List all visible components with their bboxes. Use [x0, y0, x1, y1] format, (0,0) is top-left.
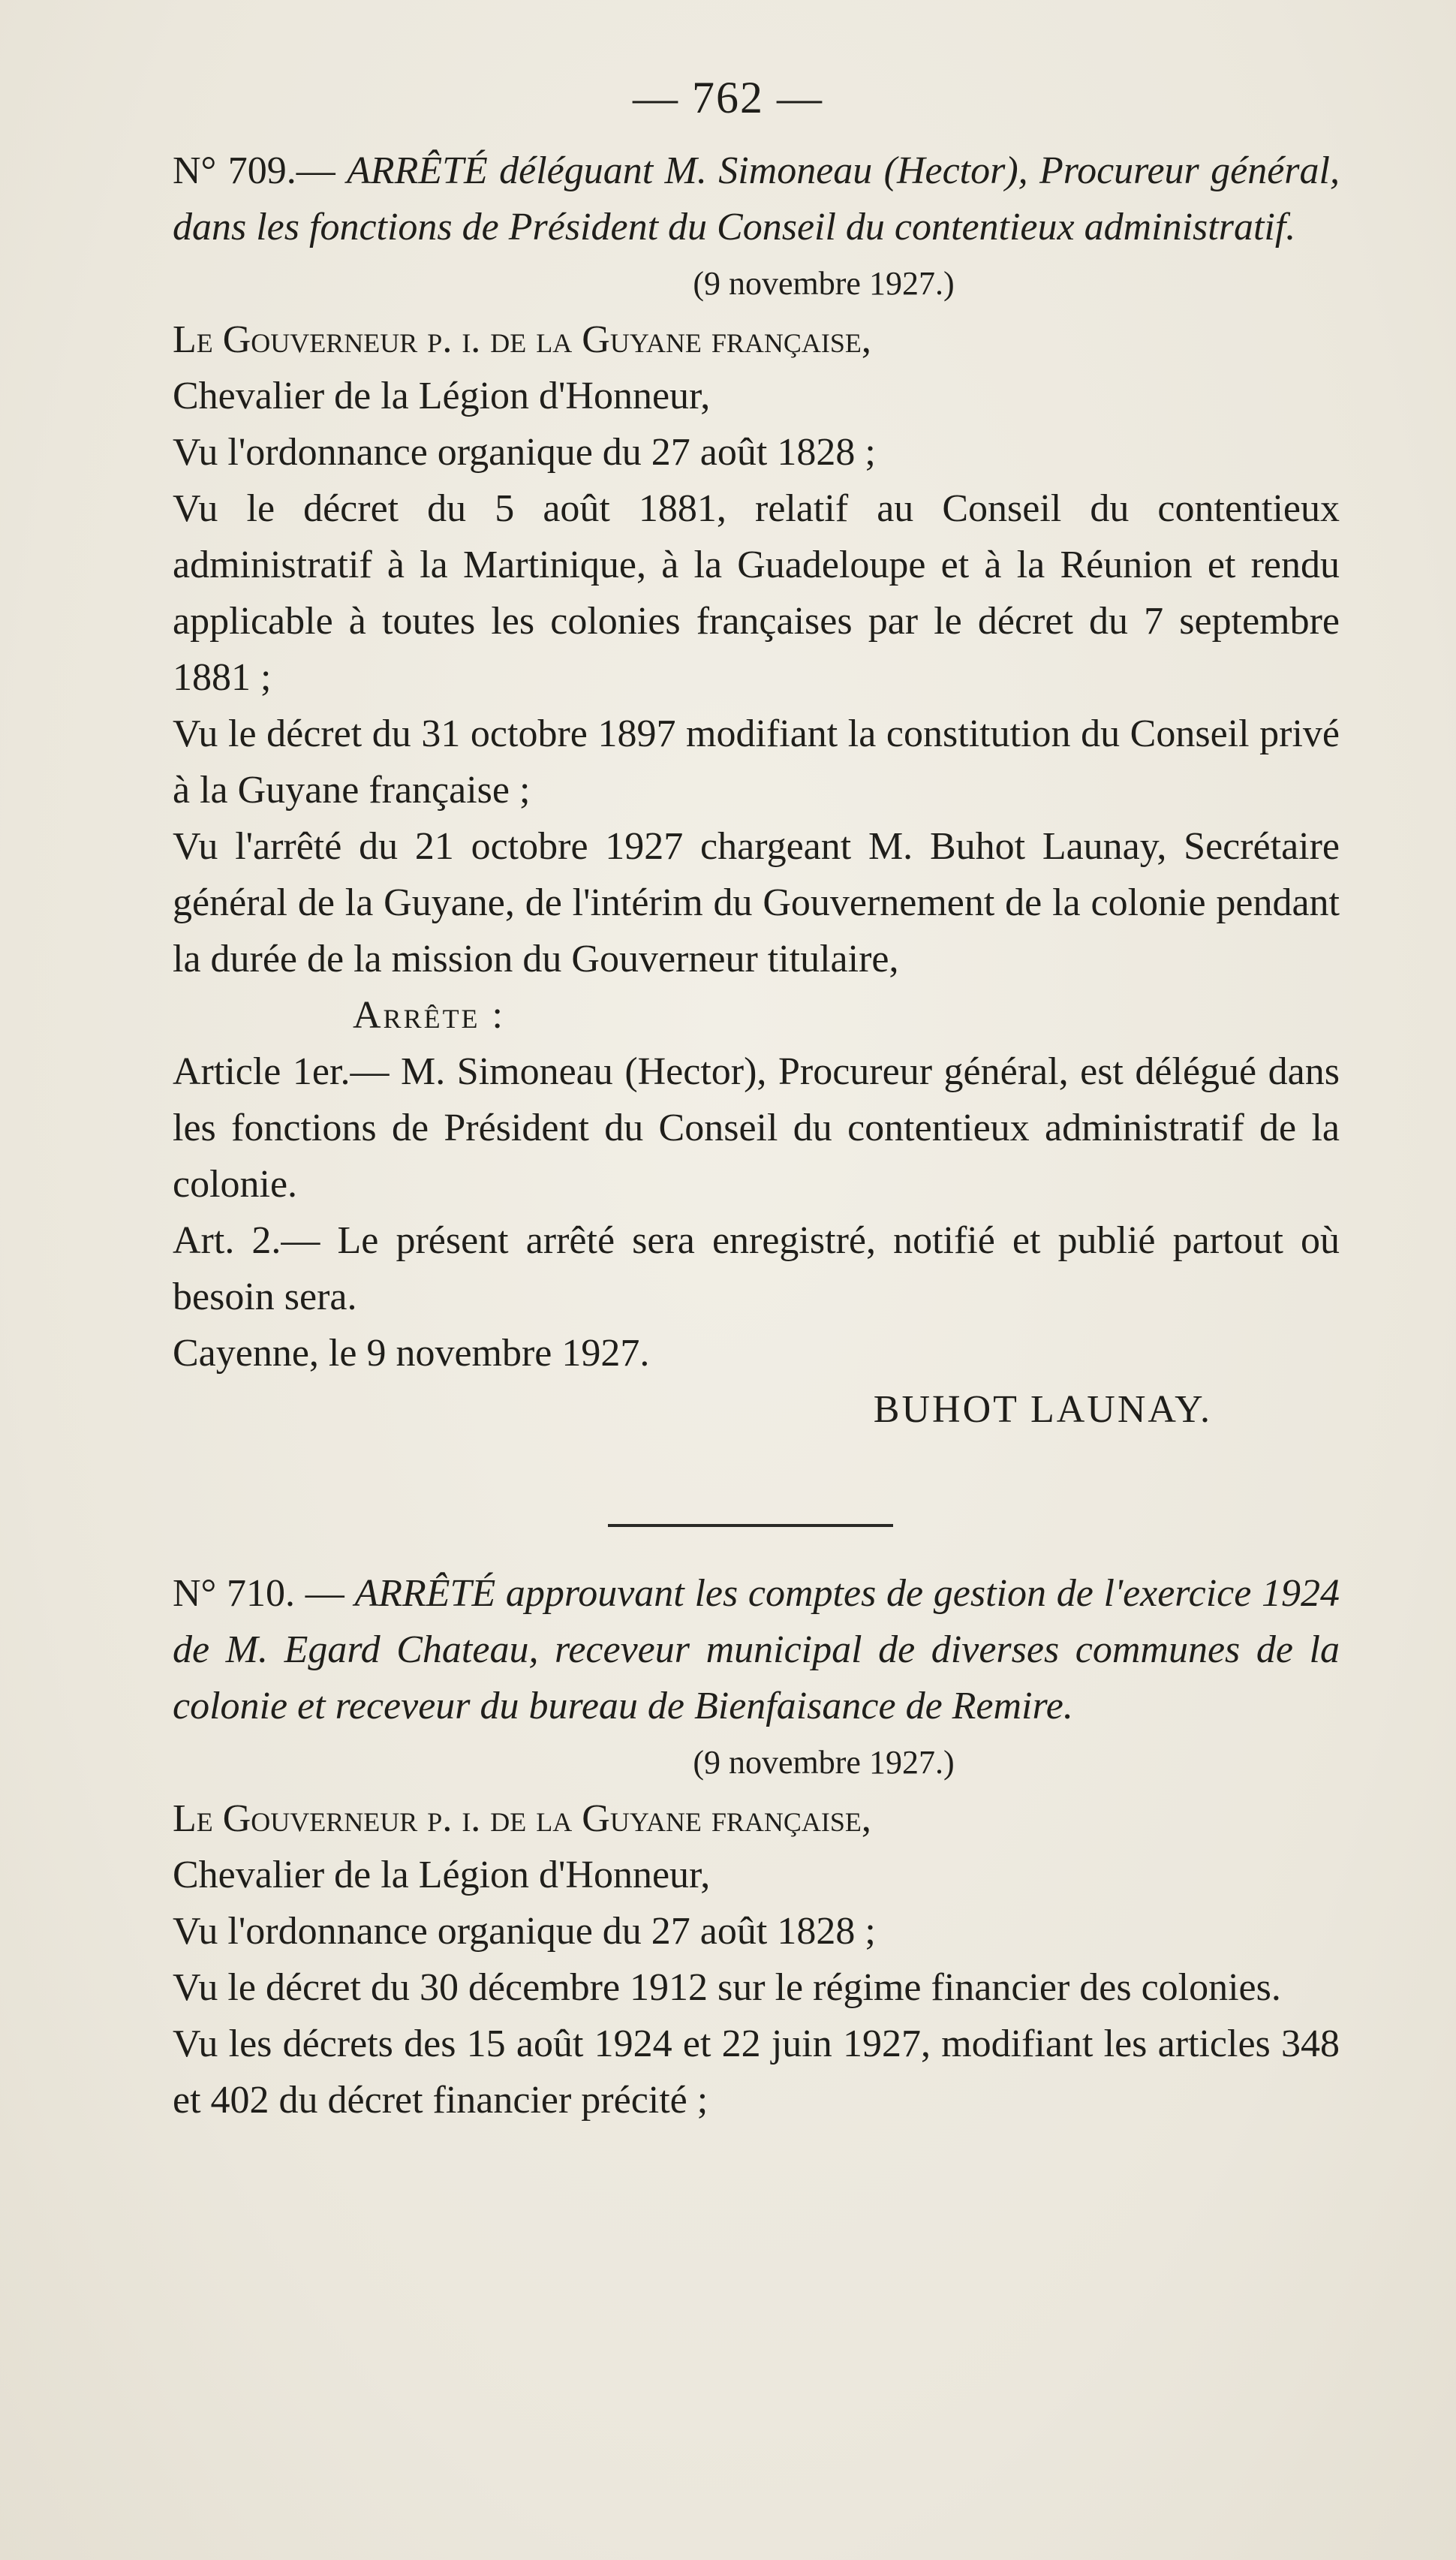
arrete-709-vu-2: Vu le décret du 5 août 1881, relatif au Conseil du contentieux administratif à la Martinique, à la Guadeloupe et à la Réunion et rendu applicable à toutes les colonies françaises par le décret du 7 septembre 1881 ; [173, 487, 1340, 699]
arrete-710-chevalier: Chevalier de la Légion d'Honneur, [173, 1854, 711, 1896]
arrete-709-vu-1: Vu l'ordonnance organique du 27 août 1828 ; [173, 431, 876, 474]
arrete-710-heading [173, 1565, 1340, 1734]
arrete-710-vu-3: Vu les décrets des 15 août 1924 et 22 juin 1927, modifiant les articles 348 et 402 du décret financier précité ; [173, 2022, 1340, 2122]
arrete-709-place-date: Cayenne, le 9 novembre 1927. [173, 1332, 650, 1375]
arrete-710-vu-2: Vu le décret du 30 décembre 1912 sur le régime financier des colonies. [173, 1966, 1281, 2009]
page-number: — 762 — [633, 73, 823, 122]
arrete-709-vu-4: Vu l'arrêté du 21 octobre 1927 chargeant M. Buhot Launay, Secrétaire général de la Guyane, de l'intérim du Gouvernement de la colonie pendant la durée de la mission du Gouverneur titulaire, [173, 825, 1340, 980]
arrete-709-vu-3: Vu le décret du 31 octobre 1897 modifiant la constitution du Conseil privé à la Guyane française ; [173, 712, 1340, 812]
arrete-710-gouverneur: Le Gouverneur p. i. de la Guyane française, [173, 1797, 871, 1840]
arrete-709 [173, 143, 1340, 1438]
arrete-710-title: ARRÊTÉ approuvant les comptes de gestion de l'exercice 1924 de M. Egard Chateau, receveur municipal de diverses communes de la colonie et receveur du bureau de Bienfaisance de Remire. [173, 1572, 1340, 1727]
arrete-710-vu-1: Vu l'ordonnance organique du 27 août 1828 ; [173, 1910, 876, 1953]
arrete-709-arrete-label: Arrête : [353, 994, 505, 1037]
arrete-709-title: ARRÊTÉ déléguant M. Simoneau (Hector), Procureur général, dans les fonctions de Président du Conseil du contentieux administratif. [173, 149, 1340, 248]
arrete-709-number: N° 709.— [173, 149, 347, 192]
arrete-709-heading [173, 143, 1340, 255]
arrete-709-article-2: Art. 2.— Le présent arrêté sera enregistré, notifié et publié partout où besoin sera. [173, 1219, 1340, 1318]
arrete-709-signature: BUHOT LAUNAY. [873, 1388, 1212, 1431]
arrete-709-article-1: Article 1er.— M. Simoneau (Hector), Procureur général, est délégué dans les fonctions de Président du Conseil du contentieux administratif de la colonie. [173, 1050, 1340, 1206]
arrete-710-date: (9 novembre 1927.) [693, 1744, 955, 1781]
arrete-710-number: N° 710. — [173, 1572, 355, 1615]
section-divider [608, 1524, 893, 1527]
arrete-709-chevalier: Chevalier de la Légion d'Honneur, [173, 375, 711, 417]
arrete-709-gouverneur: Le Gouverneur p. i. de la Guyane française, [173, 318, 871, 361]
arrete-709-date: (9 novembre 1927.) [693, 265, 955, 302]
arrete-710 [173, 1565, 1340, 2128]
